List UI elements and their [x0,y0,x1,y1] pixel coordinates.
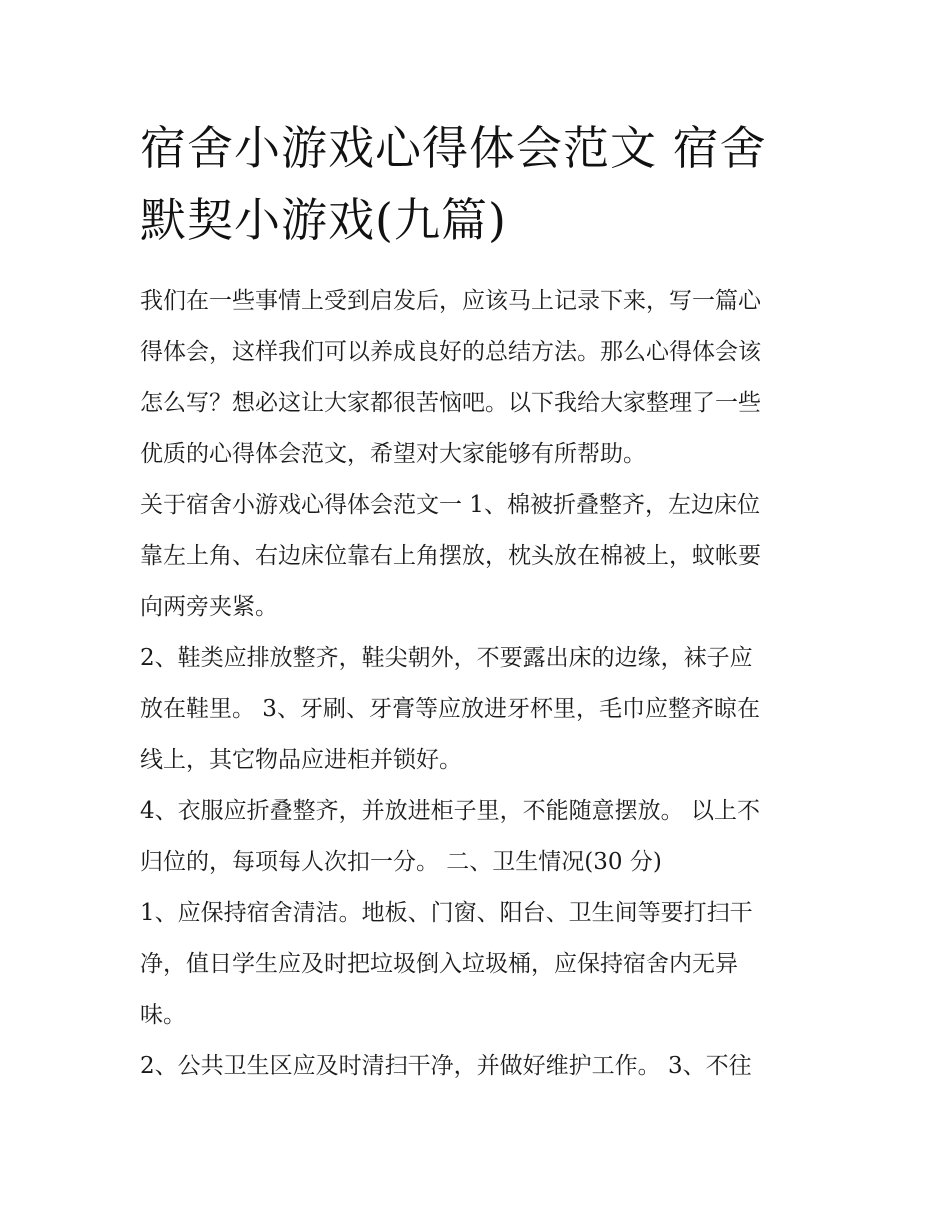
title-line-1: 宿舍小游戏心得体会范文 宿舍 [140,121,767,175]
body-line: 优质的心得体会范文，希望对大家能够有所帮助。 [140,441,646,467]
body-line: 净，值日学生应及时把垃圾倒入垃圾桶，应保持宿舍内无异 [140,951,738,977]
body-line: 1、应保持宿舍清洁。地板、门窗、阳台、卫生间等要打扫干 [140,900,753,926]
title-line-2: 默契小游戏(九篇) [140,193,507,247]
body-line: 怎么写？想必这让大家都很苦恼吧。以下我给大家整理了一些 [140,390,761,416]
body-line: 线上，其它物品应进柜并锁好。 [140,747,462,773]
body-line: 味。 [140,1002,186,1028]
document-body [140,276,816,1092]
body-line: 4、衣服应折叠整齐，并放进柜子里，不能随意摆放。 以上不 [140,798,760,824]
body-line: 归位的，每项每人次扣一分。 二、卫生情况(30 分) [140,849,662,875]
body-line: 我们在一些事情上受到启发后，应该马上记录下来，写一篇心 [140,288,761,314]
body-line: 向两旁夹紧。 [140,594,278,620]
body-line: 2、公共卫生区应及时清扫干净，并做好维护工作。 3、不往 [140,1053,752,1079]
document-title [140,112,816,256]
body-line: 靠左上角、右边床位靠右上角摆放，枕头放在棉被上，蚊帐要 [140,543,761,569]
body-line: 2、鞋类应排放整齐，鞋尖朝外，不要露出床的边缘，袜子应 [140,645,753,671]
document-page [140,112,816,1092]
body-line: 放在鞋里。 3、牙刷、牙膏等应放进牙杯里，毛巾应整齐晾在 [140,696,760,722]
body-line: 关于宿舍小游戏心得体会范文一 1、棉被折叠整齐，左边床位 [140,492,760,518]
body-line: 得体会，这样我们可以养成良好的总结方法。那么心得体会该 [140,339,761,365]
